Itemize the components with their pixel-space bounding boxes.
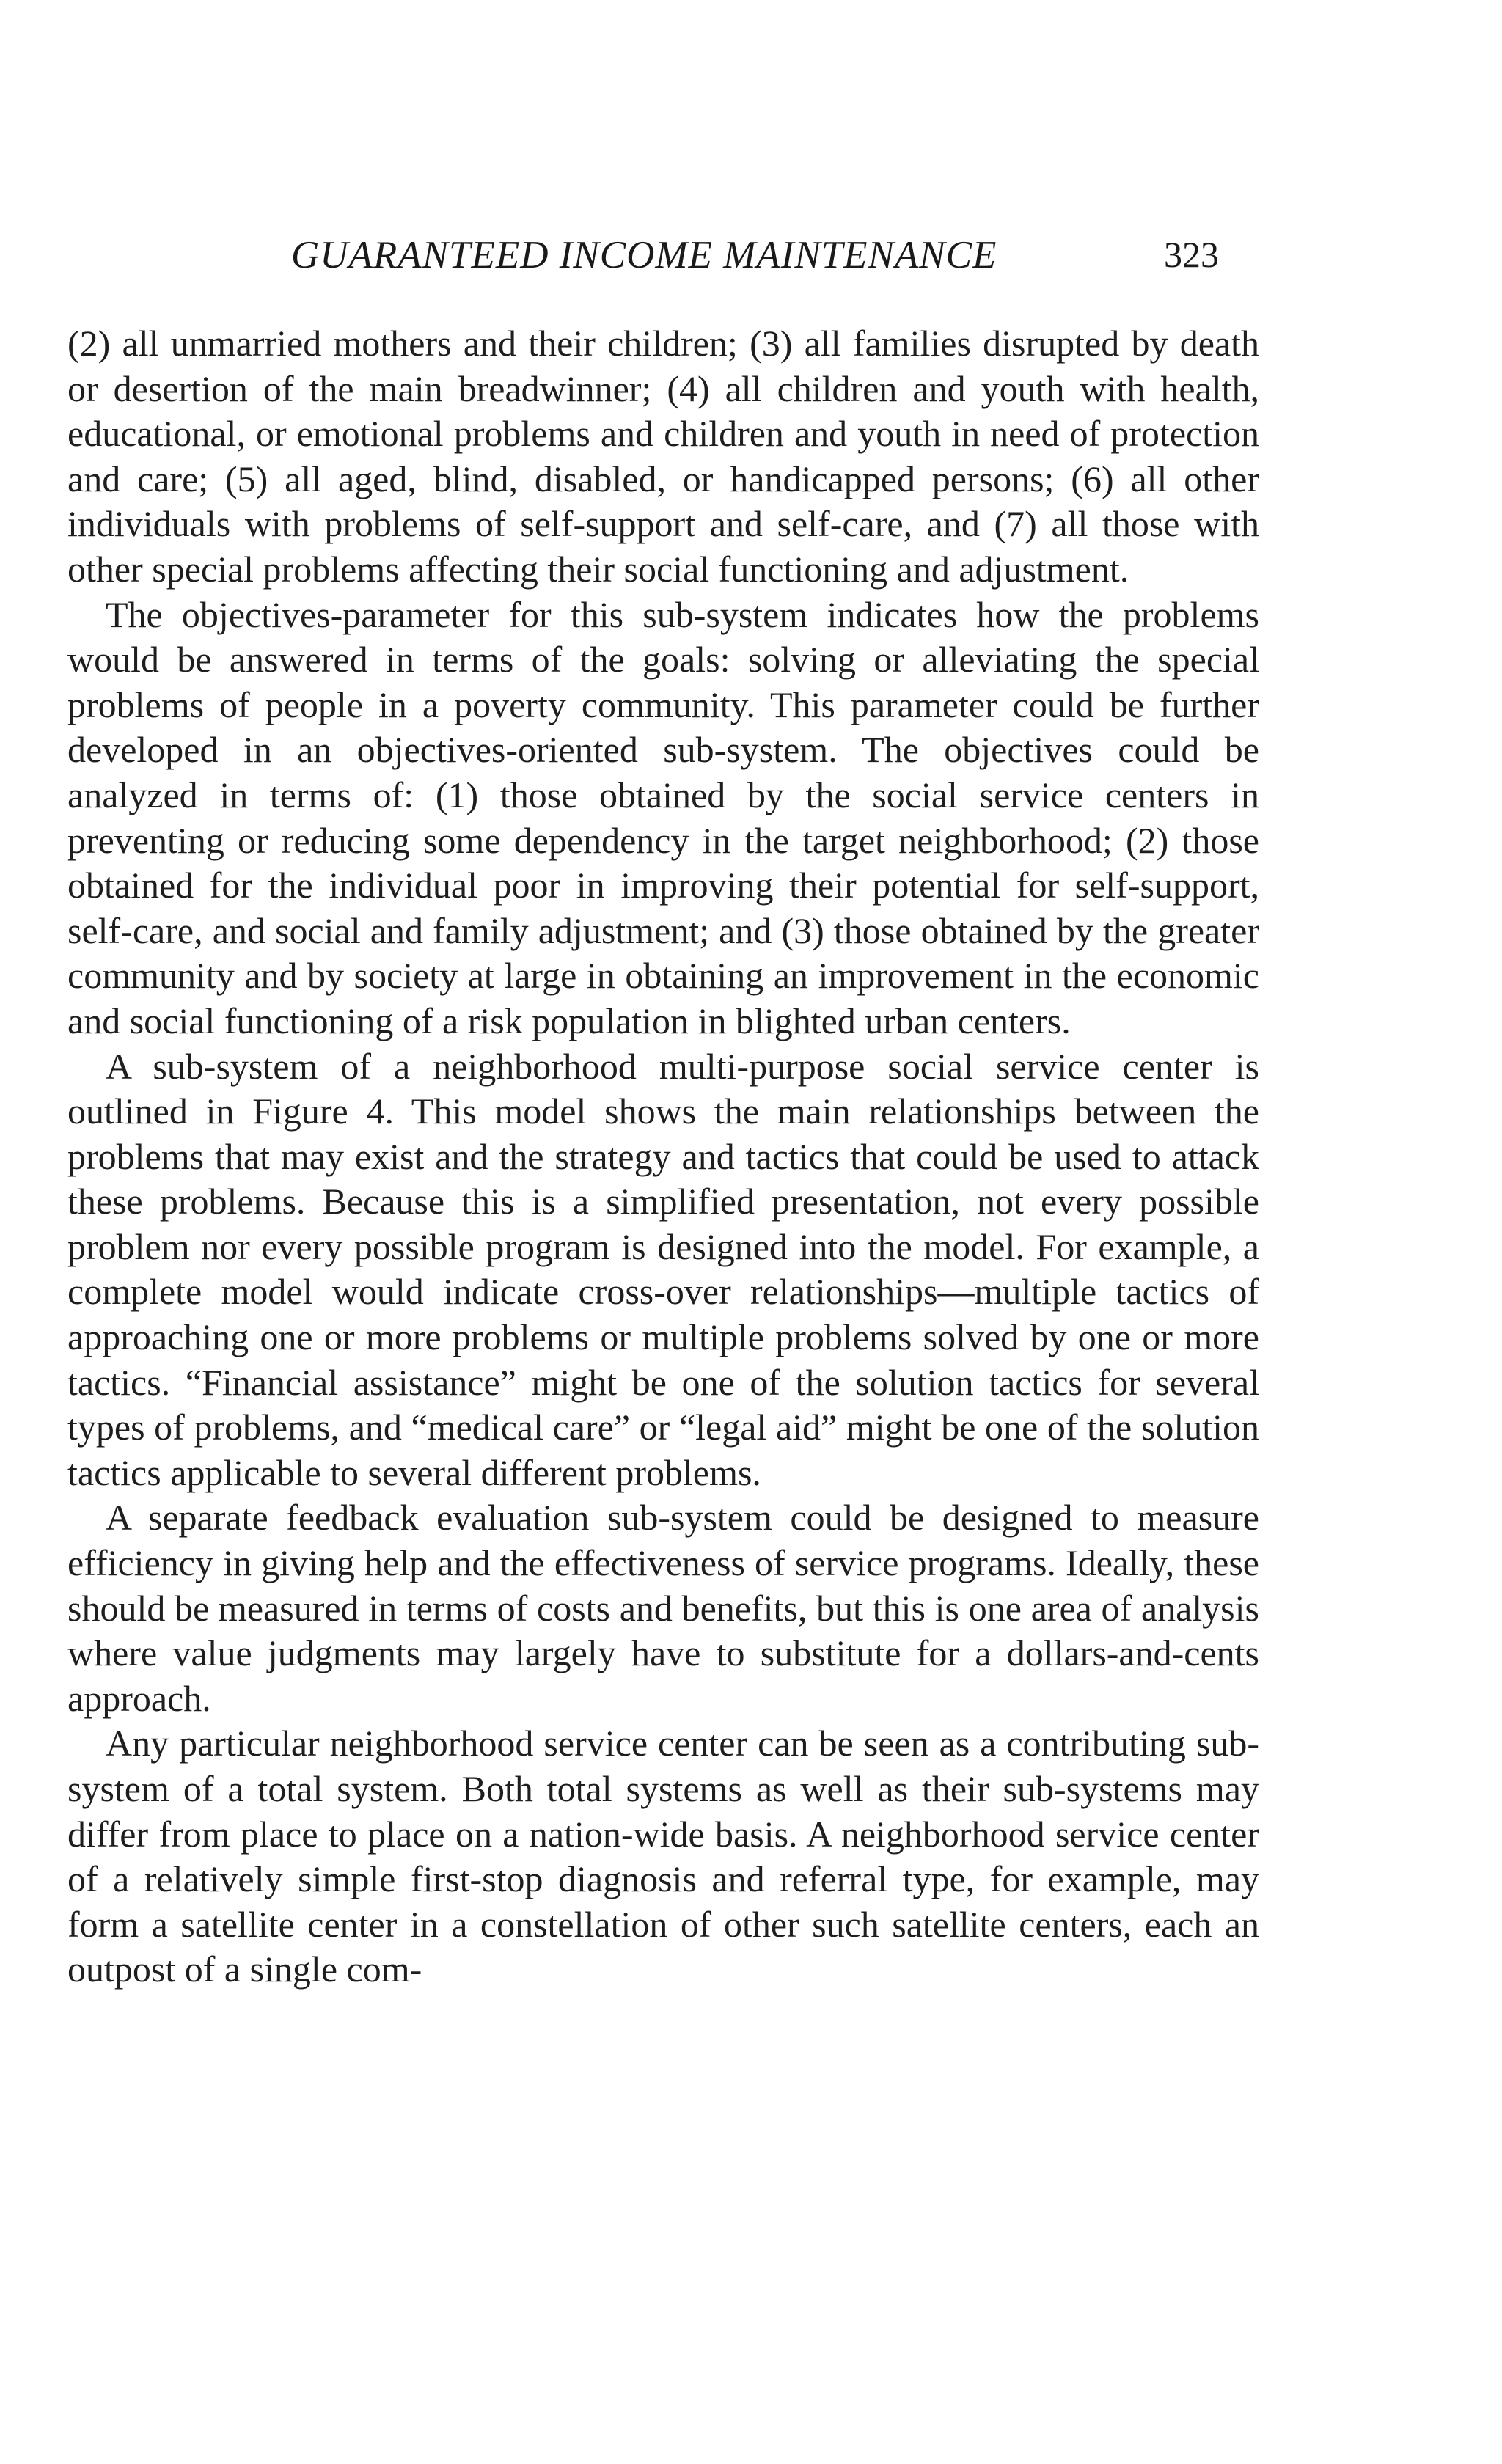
body-text — [67, 321, 1259, 1992]
paragraph-figure-reference: A sub-system of a neighborhood multi-purpose social service center is outlined in Figure 4. This model shows the main relationships between the problems that may exist and the strategy and tactics that could be used to attack these problems. Because this is a simplified presentation, not every possible problem nor every possible program is designed into the model. For example, a complete model would indicate cross-over relationships—multiple tactics of approaching one or more problems or multiple problems solved by one or more tactics. “Financial assistance” might be one of the solution tactics for several types of problems, and “medical care” or “legal aid” might be one of the solution tactics applicable to several different problems. — [67, 1045, 1259, 1493]
paragraph-satellite-center: Any particular neighborhood service center can be seen as a contributing sub-system of a total system. Both total systems as well as their sub-systems may differ from place to place on a nation-wide basis. A neighborhood service center of a relatively simple first-stop diagnosis and referral type, for example, may form a satellite center in a constellation of other such satellite centers, each an outpost of a single com- — [67, 1723, 1259, 1990]
page-number: 323 — [1164, 234, 1219, 275]
running-title: GUARANTEED INCOME MAINTENANCE — [291, 234, 997, 276]
running-head — [0, 233, 1502, 292]
paragraph-objectives: The objectives-parameter for this sub-system indicates how the problems would be answered in terms of the goals: solving or alleviating the special problems of people in a poverty community. This parameter could be further developed in an objectives-oriented sub-system. The objectives could be analyzed in terms of: (1) those obtained by the social service centers in preventing or reducing some dependency in the target neighborhood; (2) those obtained for the individual poor in improving their potential for self-support, self-care, and social and family adjustment; and (3) those obtained by the greater community and by society at large in obtaining an improvement in the economic and social functioning of a risk population in blighted urban centers. — [67, 593, 1259, 1041]
paragraph-continued: (2) all unmarried mothers and their children; (3) all families disrupted by death or desertion of the main breadwinner; (4) all children and youth with health, educational, or emotional problems and children and youth in need of protection and care; (5) all aged, blind, disabled, or handicapped persons; (6) all other individuals with problems of self-support and self-care, and (7) all those with other special problems affecting their social functioning and adjustment. — [67, 323, 1259, 590]
paragraph-feedback-evaluation: A separate feedback evaluation sub-system could be designed to measure efficiency in giving help and the effectiveness of service programs. Ideally, these should be measured in terms of costs and benefits, but this is one area of analysis where value judgments may largely have to substitute for a dollars-and-cents approach. — [67, 1497, 1259, 1719]
